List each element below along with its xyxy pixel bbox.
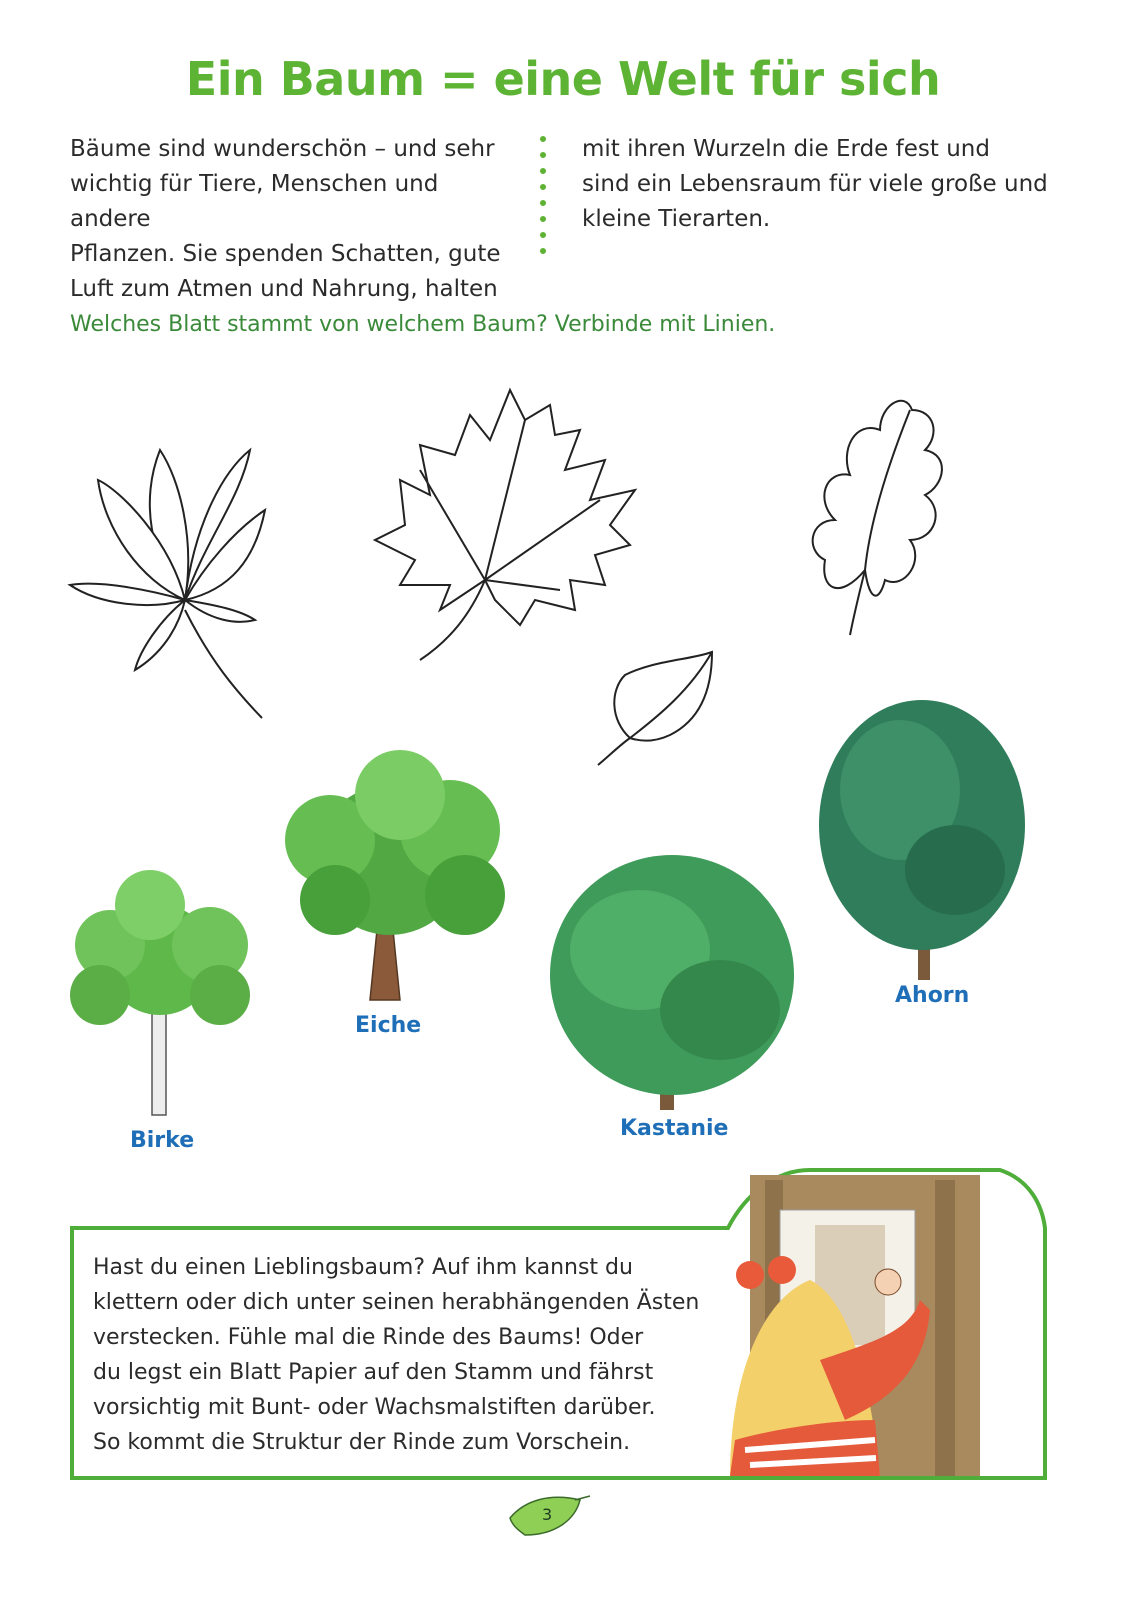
- intro-line: Pflanzen. Sie spenden Schatten, gute: [70, 241, 501, 267]
- info-line: Hast du einen Lieblingsbaum? Auf ihm kannst du: [93, 1255, 633, 1280]
- intro-line: Luft zum Atmen und Nahrung, halten: [70, 276, 498, 302]
- info-box-text: [93, 1250, 733, 1460]
- maple-tree-illustration[interactable]: [819, 700, 1025, 980]
- tree-label-kastanie: Kastanie: [620, 1116, 729, 1141]
- oak-tree-illustration[interactable]: [285, 750, 505, 1000]
- tree-label-eiche: Eiche: [355, 1013, 422, 1038]
- exercise-instruction: Welches Blatt stammt von welchem Baum? Verbinde mit Linien.: [70, 312, 776, 337]
- info-line: du legst ein Blatt Papier auf den Stamm und fährst: [93, 1360, 654, 1385]
- page-title: Ein Baum = eine Welt für sich: [185, 52, 941, 106]
- tree-label-birke: Birke: [130, 1128, 195, 1153]
- maple-leaf-drawing[interactable]: [375, 390, 635, 660]
- info-line: vorsichtig mit Bunt- oder Wachsmalstiften darüber.: [93, 1395, 656, 1420]
- intro-line: kleine Tierarten.: [582, 206, 771, 232]
- info-line: So kommt die Struktur der Rinde zum Vorschein.: [93, 1430, 631, 1455]
- page-number: 3: [542, 1505, 553, 1524]
- info-line: klettern oder dich unter seinen herabhängenden Ästen: [93, 1290, 700, 1315]
- intro-line: wichtig für Tiere, Menschen und andere: [70, 171, 439, 232]
- intro-line: Bäume sind wunderschön – und sehr: [70, 136, 495, 162]
- intro-line: mit ihren Wurzeln die Erde fest und: [582, 136, 990, 162]
- birch-leaf-drawing[interactable]: [598, 652, 712, 765]
- girl-bark-rubbing-illustration: [730, 1175, 980, 1476]
- chestnut-leaf-drawing[interactable]: [70, 450, 265, 718]
- chestnut-tree-illustration[interactable]: [550, 855, 794, 1110]
- tree-label-ahorn: Ahorn: [895, 983, 970, 1008]
- info-line: verstecken. Fühle mal die Rinde des Baums! Oder: [93, 1325, 644, 1350]
- intro-line: sind ein Lebensraum für viele große und: [582, 171, 1048, 197]
- birch-tree-illustration[interactable]: [70, 870, 250, 1115]
- oak-leaf-drawing[interactable]: [813, 401, 942, 635]
